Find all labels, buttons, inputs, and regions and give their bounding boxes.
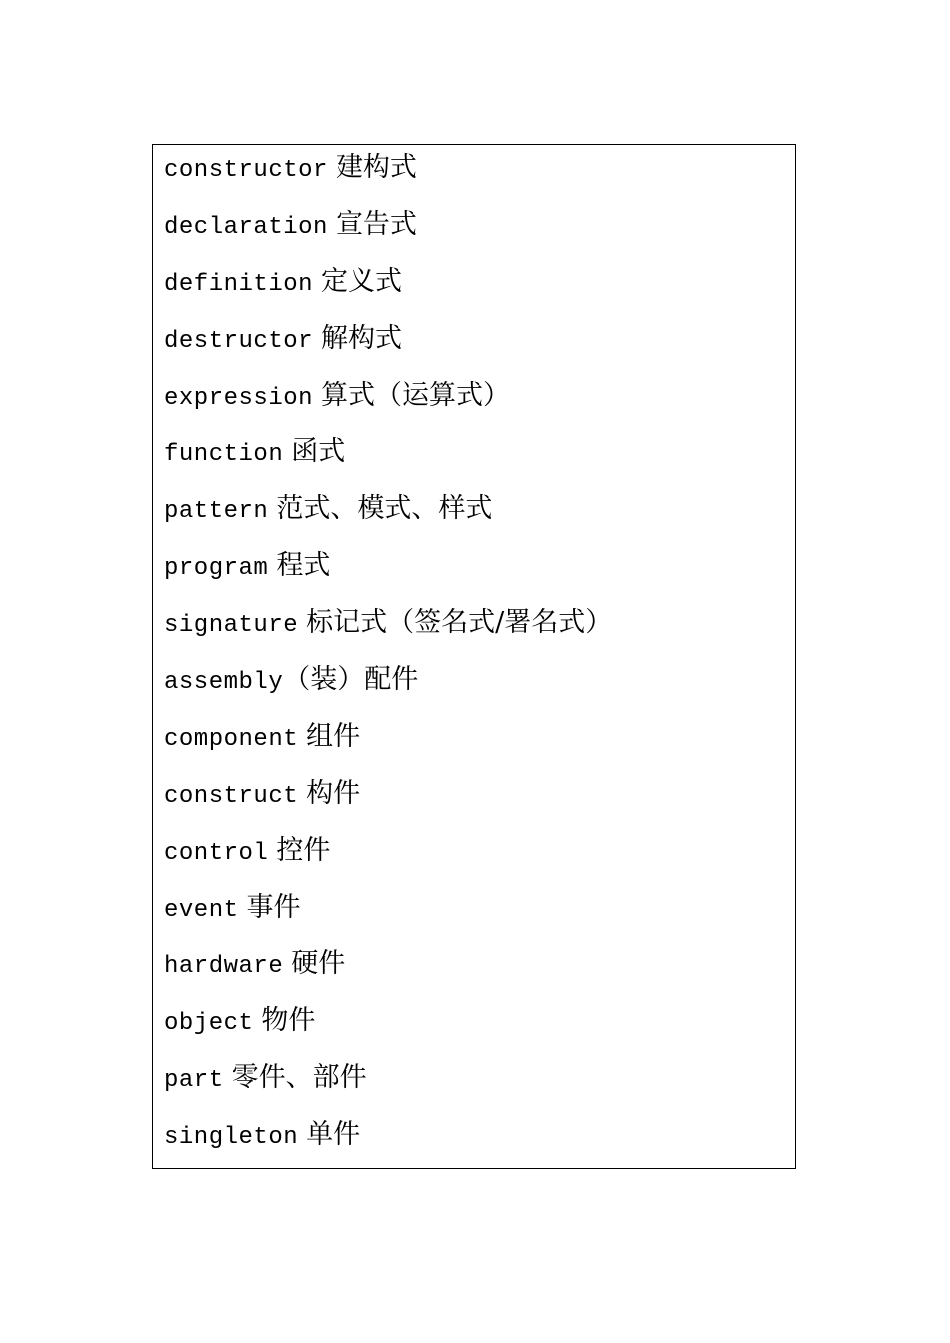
- glossary-term: construct: [164, 782, 299, 810]
- glossary-term: assembly: [164, 669, 284, 697]
- glossary-entry: [164, 435, 612, 492]
- glossary-translation: 单件: [306, 1119, 361, 1151]
- glossary-term: hardware: [164, 953, 284, 981]
- glossary-term: component: [164, 725, 299, 753]
- glossary-translation: 硬件: [291, 948, 346, 980]
- glossary-term: singleton: [164, 1124, 299, 1152]
- glossary-translation: 宣告式: [335, 208, 417, 240]
- glossary-term: event: [164, 896, 239, 924]
- glossary-term: part: [164, 1067, 224, 1095]
- glossary-term: control: [164, 839, 269, 867]
- glossary-translation: 程式: [276, 550, 331, 582]
- glossary-term: function: [164, 441, 284, 469]
- glossary-translation: 算式（运算式）: [321, 379, 511, 411]
- glossary-term: program: [164, 555, 269, 583]
- glossary-entry: [164, 1004, 612, 1061]
- glossary-list: [164, 151, 612, 1175]
- glossary-translation: 零件、部件: [231, 1062, 367, 1094]
- glossary-entry: [164, 606, 612, 663]
- glossary-translation: 组件: [306, 720, 361, 752]
- glossary-term: object: [164, 1010, 254, 1038]
- glossary-translation: 控件: [276, 834, 331, 866]
- glossary-term: declaration: [164, 213, 328, 241]
- glossary-entry: [164, 379, 612, 436]
- glossary-translation: （装）配件: [283, 664, 419, 696]
- glossary-entry: [164, 834, 612, 891]
- glossary-term: expression: [164, 384, 314, 412]
- glossary-term: constructor: [164, 157, 328, 184]
- glossary-term: definition: [164, 270, 314, 298]
- glossary-table: [152, 144, 796, 1169]
- glossary-translation: 建构式: [335, 152, 417, 183]
- glossary-translation: 事件: [246, 891, 301, 923]
- glossary-translation: 标记式（签名式/署名式）: [306, 607, 613, 639]
- glossary-entry: [164, 663, 612, 720]
- glossary-translation: 物件: [261, 1005, 316, 1037]
- glossary-entry: [164, 208, 612, 265]
- glossary-entry: [164, 322, 612, 379]
- glossary-entry: [164, 1061, 612, 1118]
- glossary-term: pattern: [164, 498, 269, 526]
- glossary-translation: 范式、模式、样式: [276, 493, 493, 525]
- glossary-entry: [164, 549, 612, 606]
- glossary-entry: [164, 151, 612, 208]
- glossary-entry: [164, 492, 612, 549]
- glossary-entry: [164, 777, 612, 834]
- glossary-translation: 函式: [291, 436, 346, 468]
- glossary-term: destructor: [164, 327, 314, 355]
- glossary-entry: [164, 947, 612, 1004]
- glossary-entry: [164, 720, 612, 777]
- glossary-entry: [164, 265, 612, 322]
- glossary-entry: [164, 1118, 612, 1175]
- glossary-translation: 构件: [306, 777, 361, 809]
- glossary-translation: 定义式: [321, 265, 403, 297]
- glossary-entry: [164, 891, 612, 948]
- glossary-term: signature: [164, 612, 299, 640]
- glossary-translation: 解构式: [321, 322, 403, 354]
